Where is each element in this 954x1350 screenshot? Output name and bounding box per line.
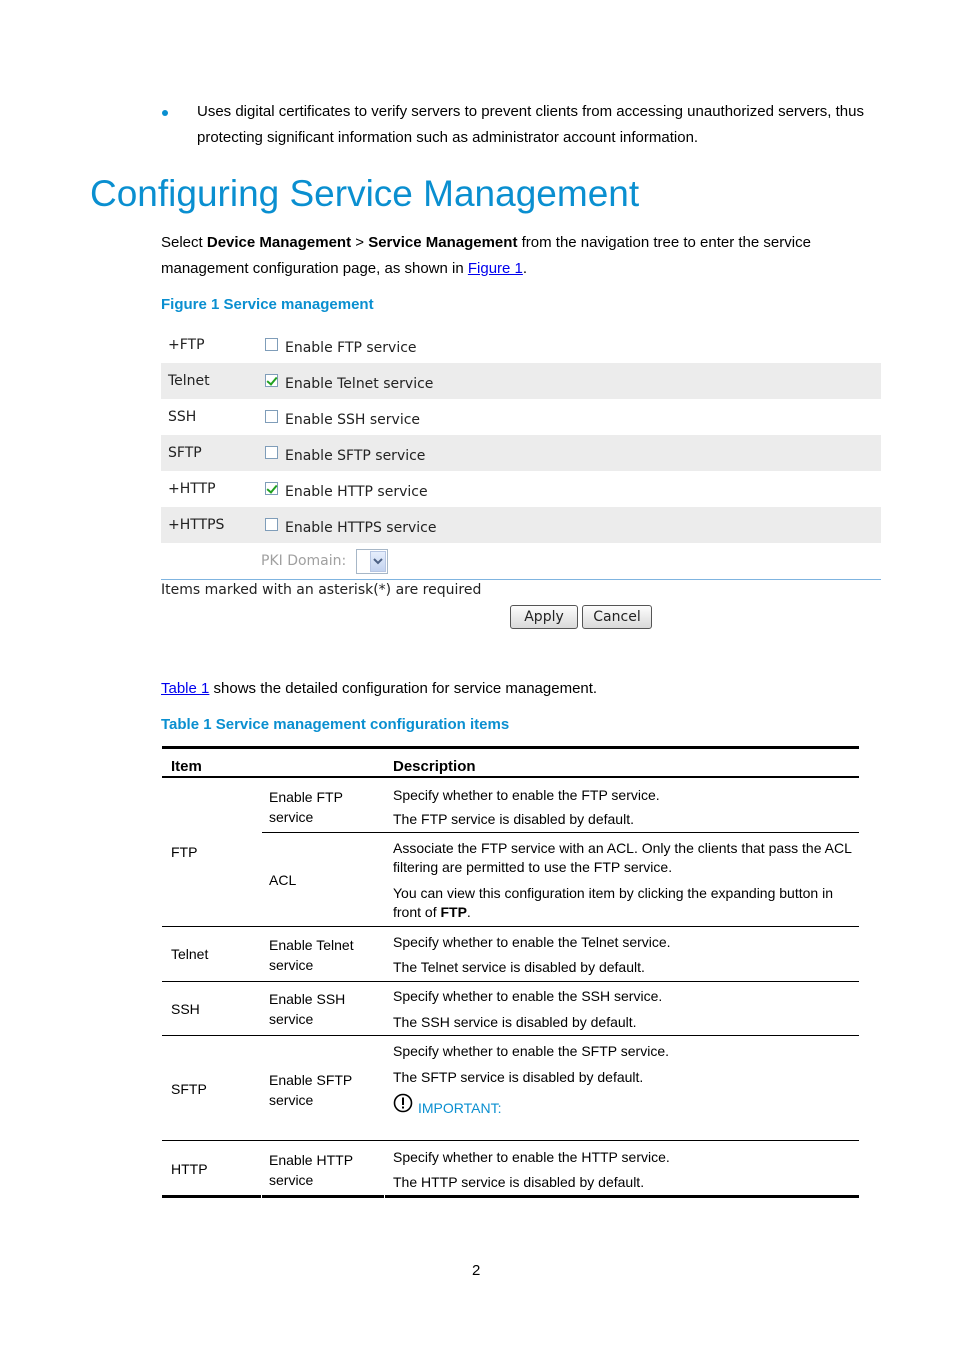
nav-path-2: Service Management [368,234,518,251]
intro-period: . [522,260,528,277]
desc-line: You can view this configuration item by clicking the expanding button in [393,885,833,901]
desc-sftp-1: Specify whether to enable the SFTP service. [393,1043,669,1059]
desc-line [393,903,833,922]
item-ftp: FTP [171,844,198,860]
intro-select: Select [161,234,207,251]
intro-line2-text: management configuration page, as shown in [161,260,468,277]
sub-line: Enable Telnet [269,937,354,953]
intro-rest: from the navigation tree to enter the service [517,234,811,251]
ftp-checkbox[interactable] [265,338,278,351]
important-label: IMPORTANT: [418,1100,502,1116]
apply-button[interactable]: Apply [510,605,578,629]
form-divider [161,579,881,580]
bullet-icon [162,110,168,116]
header-description: Description [393,758,476,775]
desc-http-1: Specify whether to enable the HTTP service. [393,1149,670,1165]
column-rule [261,1195,262,1198]
checkbox-label[interactable]: Enable HTTP service [285,484,428,500]
sub-line: service [269,809,314,825]
important-icon [393,1093,413,1113]
header-item: Item [171,758,202,775]
row-label: Telnet [168,373,210,389]
desc-bold: FTP [440,904,467,920]
form-row-http [161,471,881,507]
sub-enable-telnet [269,936,354,975]
sub-enable-ftp [269,788,343,827]
item-sftp: SFTP [171,1081,207,1097]
desc-telnet-1: Specify whether to enable the Telnet service. [393,934,671,950]
desc-line: filtering are permitted to use the FTP service. [393,859,673,875]
desc-text: . [466,904,471,920]
form-row-https [161,507,881,543]
chevron-down-icon[interactable] [370,551,386,572]
form-row-ftp [161,327,881,363]
checkbox-label[interactable]: Enable FTP service [285,340,417,356]
intro-line-1 [161,230,881,256]
sub-enable-ssh [269,990,345,1029]
row-rule [262,832,859,833]
table-header-rule [162,776,859,778]
https-checkbox[interactable] [265,518,278,531]
form-row-ssh [161,399,881,435]
bullet-text [197,99,877,151]
checkbox-label[interactable]: Enable Telnet service [285,376,434,392]
table-intro [161,676,597,702]
row-label: SFTP [168,445,202,461]
sub-line: Enable FTP [269,789,343,805]
sub-enable-sftp [269,1071,352,1110]
table-intro-text: shows the detailed configuration for service management. [209,680,598,697]
desc-telnet-2: The Telnet service is disabled by default. [393,959,645,975]
section-heading: Configuring Service Management [90,173,640,214]
sub-enable-http [269,1151,353,1190]
sftp-checkbox[interactable] [265,446,278,459]
desc-acl-2 [393,884,833,922]
form-row-telnet [161,363,881,399]
sub-line: service [269,1092,314,1108]
table-bottom-rule [162,1195,859,1198]
pki-domain-label: PKI Domain: [261,553,347,569]
sub-line: service [269,1011,314,1027]
desc-line: Associate the FTP service with an ACL. Only the clients that pass the ACL [393,840,852,856]
sub-line: Enable SFTP [269,1072,353,1088]
row-rule [162,981,859,982]
http-checkbox[interactable] [265,482,278,495]
nav-path-1: Device Management [206,234,352,251]
ssh-checkbox[interactable] [265,410,278,423]
bullet-line-2: protecting significant information such as administrator account information. [197,129,699,146]
required-note: Items marked with an asterisk(*) are required [161,582,482,598]
row-rule [162,926,859,927]
row-label[interactable]: +HTTP [168,481,216,497]
sub-line: Enable HTTP [269,1152,354,1168]
row-label[interactable]: +FTP [168,337,205,353]
desc-acl-1 [393,839,852,877]
telnet-checkbox[interactable] [265,374,278,387]
page-number: 2 [472,1262,481,1279]
table-top-rule [162,746,859,749]
bullet-line-1: Uses digital certificates to verify servers to prevent clients from accessing unauthorized servers, thus [197,103,864,120]
table-caption: Table 1 Service management configuration items [161,716,510,733]
row-label[interactable]: +HTTPS [168,517,225,533]
intro-paragraph [161,230,881,282]
intro-line-2 [161,256,881,282]
desc-ftp-2: The FTP service is disabled by default. [393,811,634,827]
desc-ssh-1: Specify whether to enable the SSH service. [393,988,663,1004]
column-rule [384,1195,385,1198]
row-label: SSH [168,409,197,425]
row-rule [162,1035,859,1036]
desc-ftp-1: Specify whether to enable the FTP service. [393,787,660,803]
sub-line: Enable SSH [269,991,346,1007]
desc-http-2: The HTTP service is disabled by default. [393,1174,645,1190]
checkbox-label[interactable]: Enable HTTPS service [285,520,437,536]
item-http: HTTP [171,1161,208,1177]
item-telnet: Telnet [171,946,209,962]
figure-caption: Figure 1 Service management [161,296,374,313]
pki-domain-select[interactable] [356,549,388,574]
nav-sep: > [351,234,369,251]
sub-line: service [269,1172,314,1188]
table-1-link[interactable]: Table 1 [161,680,210,697]
item-ssh: SSH [171,1001,200,1017]
cancel-button[interactable]: Cancel [582,605,652,629]
desc-sftp-2: The SFTP service is disabled by default. [393,1069,644,1085]
desc-ssh-2: The SSH service is disabled by default. [393,1014,637,1030]
sub-acl: ACL [269,872,297,888]
row-rule [162,1140,859,1141]
checkbox-label[interactable]: Enable SSH service [285,412,421,428]
figure-1-link[interactable]: Figure 1 [467,260,523,277]
desc-text: front of [393,904,441,920]
sub-line: service [269,957,314,973]
form-row-sftp [161,435,881,471]
checkbox-label[interactable]: Enable SFTP service [285,448,426,464]
